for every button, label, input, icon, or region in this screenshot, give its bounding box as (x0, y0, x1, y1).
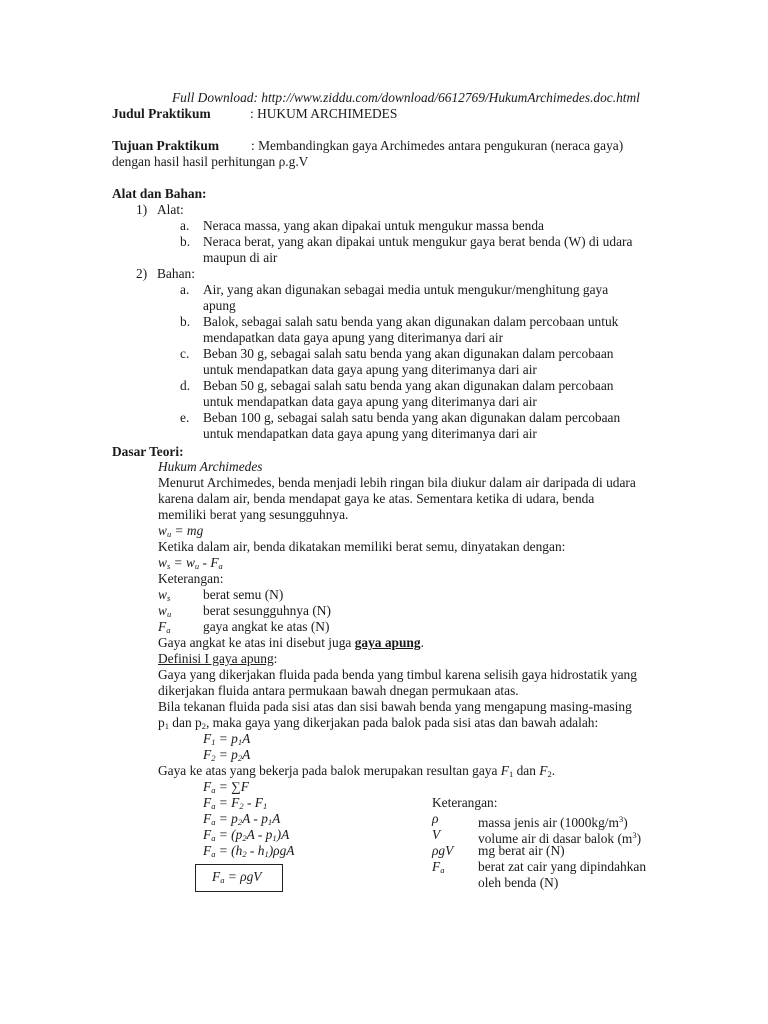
judul-label: Judul Praktikum (112, 106, 211, 121)
list-item-cont: untuk mendapatkan data gaya apung yang diterimanya dari air (203, 362, 537, 377)
symbol-rhogv: ρgV (432, 843, 454, 858)
equation-ws: $w_s = w_u - F_a$ (158, 555, 223, 571)
list-marker: a. (180, 282, 190, 297)
bahan-label: Bahan: (157, 266, 195, 281)
term-symbol: $w_s$ (158, 587, 171, 603)
tujuan-label: Tujuan Praktikum (112, 138, 220, 153)
alat-label: Alat: (157, 202, 184, 217)
paragraph-line: Bila tekanan fluida pada sisi atas dan sisi bawah benda yang mengapung masing-masing (158, 699, 632, 714)
list-item-cont: mendapatkan data gaya apung yang diterimanya dari air (203, 330, 504, 345)
symbol-fa: $F_a$ (432, 859, 445, 875)
judul-value: : HUKUM ARCHIMEDES (250, 106, 398, 121)
list-item-cont: untuk mendapatkan data gaya apung yang diterimanya dari air (203, 426, 537, 441)
list-item: Beban 100 g, sebagai salah satu benda yang akan digunakan dalam percobaan (203, 410, 621, 425)
symbol-rho: ρ (432, 811, 439, 826)
symbol-desc: mg berat air (N) (478, 843, 565, 858)
term-desc: gaya angkat ke atas (N) (203, 619, 330, 634)
gaya-apung-line: Gaya angkat ke atas ini disebut juga gaya apung. (158, 635, 424, 650)
tujuan-line2: dengan hasil hasil perhitungan ρ.g.V (112, 154, 309, 169)
hukum-archimedes-subtitle: Hukum Archimedes (158, 459, 263, 474)
bahan-number: 2) (136, 266, 148, 281)
list-item-cont: maupun di air (203, 250, 278, 265)
boxed-formula: $F_a = \rho gV$ (212, 869, 262, 885)
symbol-desc: massa jenis air $(1000kg/m^3)$ (478, 814, 628, 830)
list-marker: b. (180, 314, 191, 329)
list-marker: a. (180, 218, 190, 233)
list-item: Balok, sebagai salah satu benda yang akan digunakan dalam percobaan untuk (203, 314, 619, 329)
equation-f2: $F_2 = p_2A$ (203, 747, 251, 763)
gaya-apung-term: gaya apung (354, 635, 421, 650)
derivation-line: $F_a = p_2A - p_1A$ (203, 811, 281, 827)
paragraph-line: Gaya ke atas yang bekerja pada balok merupakan resultan gaya $F_1$ dan $F_2$. (158, 763, 556, 779)
list-item: Neraca massa, yang akan dipakai untuk mengukur massa benda (203, 218, 544, 233)
list-item: Neraca berat, yang akan dipakai untuk mengukur gaya berat benda (W) di udara (203, 234, 633, 249)
symbol-v: V (432, 827, 441, 842)
paragraph-line: memiliki berat yang sesungguhnya. (158, 507, 349, 522)
download-link[interactable]: Full Download: http://www.ziddu.com/download/6612769/HukumArchimedes.doc.html (172, 90, 640, 105)
tujuan-line1: : Membandingkan gaya Archimedes antara pengukuran (neraca gaya) (251, 138, 624, 153)
paragraph-line: Ketika dalam air, benda dikatakan memiliki berat semu, dinyatakan dengan: (158, 539, 566, 554)
derivation-line: $F_a = (h_2 - h_1)\rho gA$ (203, 843, 295, 859)
definisi-line: Definisi I gaya apung: (158, 651, 278, 666)
term-symbol: $w_u$ (158, 603, 172, 619)
list-marker: d. (180, 378, 191, 393)
dasar-teori-heading: Dasar Teori: (112, 444, 184, 459)
symbol-desc-cont: oleh benda (N) (478, 875, 559, 890)
equation-f1: $F_1 = p_1A$ (203, 731, 251, 747)
equation-wu: $w_u$ = mg (158, 523, 204, 539)
list-marker: e. (180, 410, 190, 425)
list-marker: c. (180, 346, 190, 361)
paragraph-line: Gaya yang dikerjakan fluida pada benda yang timbul karena selisih gaya hidrostatik yang (158, 667, 637, 682)
list-item-cont: apung (203, 298, 236, 313)
symbol-desc: berat zat cair yang dipindahkan (478, 859, 647, 874)
term-desc: berat semu (N) (203, 587, 284, 602)
keterangan-label: Keterangan: (158, 571, 224, 586)
right-keterangan-label: Keterangan: (432, 795, 498, 810)
paragraph-line: karena dalam air, benda mendapat gaya ke atas. Sementara ketika di udara, benda (158, 491, 595, 506)
list-item-cont: untuk mendapatkan data gaya apung yang diterimanya dari air (203, 394, 537, 409)
list-item: Air, yang akan digunakan sebagai media untuk mengukur/menghitung gaya (203, 282, 609, 297)
list-item: Beban 50 g, sebagai salah satu benda yang akan digunakan dalam percobaan (203, 378, 614, 393)
paragraph-line: Menurut Archimedes, benda menjadi lebih ringan bila diukur dalam air daripada di udara (158, 475, 636, 490)
derivation-line: $F_a = (p_2A - p_1)A$ (203, 827, 290, 843)
alat-number: 1) (136, 202, 148, 217)
derivation-line: $F_a = F_2 - F_1$ (203, 795, 268, 811)
derivation-line: $F_a = \sum F$ (203, 779, 249, 795)
symbol-desc: volume air di dasar balok $(m^3)$ (478, 830, 642, 846)
term-symbol: $F_a$ (158, 619, 171, 635)
list-item: Beban 30 g, sebagai salah satu benda yang akan digunakan dalam percobaan (203, 346, 614, 361)
term-desc: berat sesungguhnya (N) (203, 603, 331, 618)
paragraph-line: dikerjakan fluida antara permukaan bawah dnegan permukaan atas. (158, 683, 519, 698)
alat-bahan-heading: Alat dan Bahan: (112, 186, 207, 201)
paragraph-line: $p_1$ dan $p_2$, maka gaya yang dikerjakan pada balok pada sisi atas dan bawah adalah: (158, 715, 599, 731)
list-marker: b. (180, 234, 191, 249)
